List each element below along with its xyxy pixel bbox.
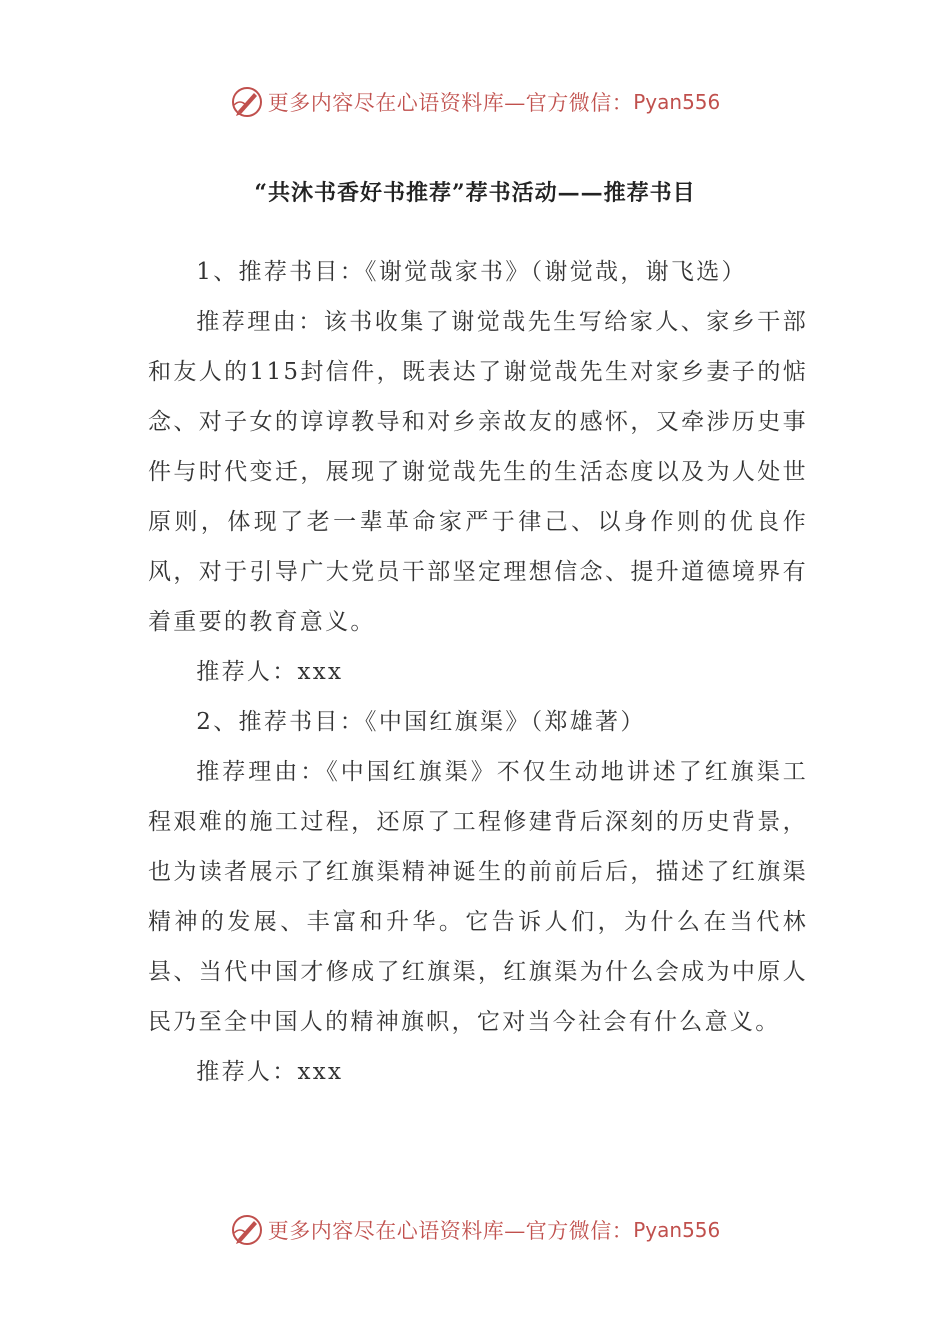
document-body (148, 247, 808, 1097)
pen-logo-icon (230, 85, 264, 119)
book-1-recommender: 推荐人：xxx (196, 659, 344, 685)
book-1-heading: 1、推荐书目：《谢觉哉家书》（谢觉哉，谢飞选） (196, 259, 747, 285)
book-2-reason: 推荐理由：《中国红旗渠》不仅生动地讲述了红旗渠工程艰难的施工过程，还原了工程修建背后深刻的历史背景，也为读者展示了红旗渠精神诞生的前前后后，描述了红旗渠精神的发展、丰富和升华。它告诉人们，为什么在当代林县、当代中国才修成了红旗渠，红旗渠为什么会成为中原人民乃至全中国人的精神旗帜，它对当今社会有什么意义。 (148, 759, 808, 1035)
banner-text: 更多内容尽在心语资料库—官方微信： (267, 1219, 634, 1243)
document-title: “共沐书香好书推荐”荐书活动——推荐书目 (254, 180, 696, 206)
book-2-heading: 2、推荐书目：《中国红旗渠》（郑雄著） (196, 709, 646, 735)
book-1-reason: 推荐理由：该书收集了谢觉哉先生写给家人、家乡干部和友人的115封信件，既表达了谢觉哉先生对家乡妻子的惦念、对子女的谆谆教导和对乡亲故友的感怀，又牵涉历史事件与时代变迁，展现了谢觉哉先生的生活态度以及为人处世原则，体现了老一辈革命家严于律己、以身作则的优良作风，对于引导广大党员干部坚定理想信念、提升道德境界有着重要的教育意义。 (148, 309, 808, 635)
footer-banner (0, 1210, 950, 1250)
book-2-recommender: 推荐人：xxx (196, 1059, 344, 1085)
banner-handle: Pyan556 (633, 90, 721, 114)
pen-logo-icon (230, 1213, 264, 1247)
banner-handle: Pyan556 (633, 1218, 721, 1242)
banner-text: 更多内容尽在心语资料库—官方微信： (267, 91, 634, 115)
header-banner (0, 82, 950, 122)
